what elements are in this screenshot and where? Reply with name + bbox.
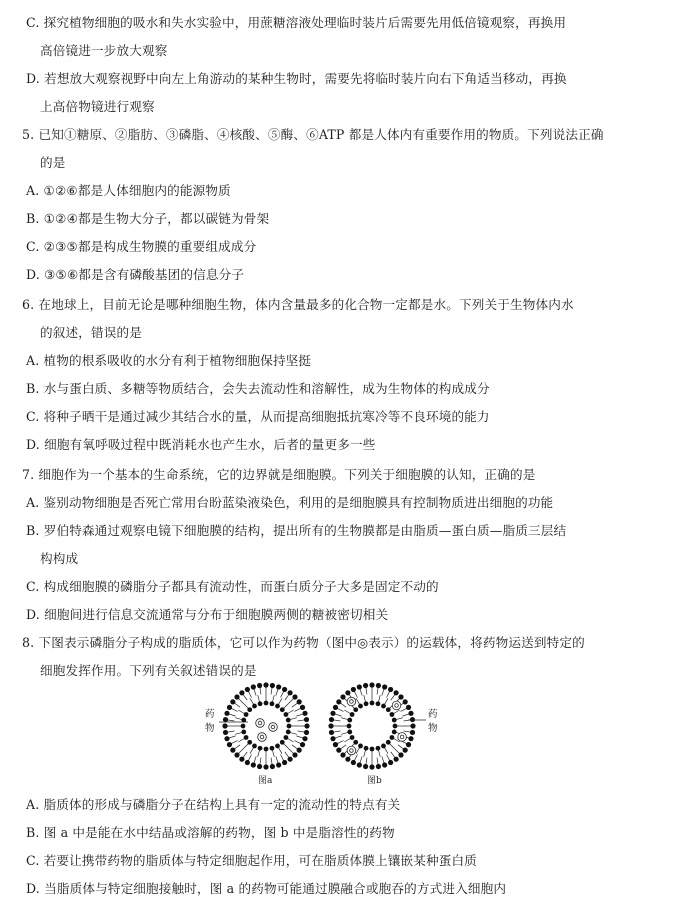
lipid-head	[370, 747, 375, 752]
lipid-head	[363, 764, 368, 769]
lipid-head	[403, 747, 408, 752]
figure-caption-a: 图a	[258, 776, 273, 786]
lipid-head	[276, 684, 281, 689]
lipid-head	[345, 757, 350, 762]
drug-marker-core	[271, 725, 275, 729]
lipid-head	[376, 701, 381, 706]
lipid-head	[353, 707, 358, 712]
lipid-head	[376, 764, 381, 769]
lipid-head	[284, 735, 289, 740]
lipid-head	[282, 760, 287, 765]
lipid-head	[351, 760, 356, 765]
lipid-head	[280, 707, 285, 712]
lipid-head	[282, 687, 287, 692]
lipid-head	[333, 705, 338, 710]
lipid-head	[393, 757, 398, 762]
lipid-head	[330, 711, 335, 716]
lipid-head	[297, 699, 302, 704]
lipid-head	[227, 742, 232, 747]
lipid-head	[330, 736, 335, 741]
lipid-head	[410, 730, 415, 735]
lipid-head	[224, 711, 229, 716]
lipid-head	[388, 760, 393, 765]
lipid-head	[345, 690, 350, 695]
lipid-head	[398, 752, 403, 757]
lipid-head	[245, 687, 250, 692]
lipid-head	[287, 690, 292, 695]
lipid-head	[241, 724, 246, 729]
question-7-option-b-line1: B. 罗伯特森通过观察电镜下细胞膜的结构，提出所有的生物膜都是由脂质—蛋白质—脂质三层结	[26, 523, 567, 538]
question-8-option-d: D. 当脂质体与特定细胞接触时，图 a 的药物可能通过膜融合或胞吞的方式进入细胞内	[26, 881, 507, 896]
lipid-head	[403, 699, 408, 704]
lipid-head	[336, 747, 341, 752]
lipid-head	[263, 764, 268, 769]
question-5-stem-line1: 5. 已知①糖原、②脂肪、③磷脂、④核酸、⑤酶、⑥ATP 都是人体内有重要作用的物质。下列说法正确	[22, 127, 604, 142]
lipid-head	[410, 723, 415, 728]
option-4d-line2: 上高倍物镜进行观察	[40, 99, 155, 114]
lipid-head	[280, 740, 285, 745]
lipid-head	[304, 723, 309, 728]
lipid-head	[270, 701, 275, 706]
lipid-head	[244, 712, 249, 717]
lipid-head	[223, 717, 228, 722]
lipid-head	[390, 712, 395, 717]
lipid-head	[270, 746, 275, 751]
question-8-stem-line1: 8. 下图表示磷脂分子构成的脂质体，它可以作为药物（图中◎表示）的运载体，将药物运送到特定的	[22, 635, 585, 650]
lipid-head	[258, 701, 263, 706]
lipid-head	[223, 730, 228, 735]
lipid-head	[336, 699, 341, 704]
lipid-head	[358, 744, 363, 749]
drug-label-b-char2: 物	[428, 723, 438, 734]
lipid-head	[392, 730, 397, 735]
lipid-head	[227, 705, 232, 710]
question-8-option-c: C. 若要让携带药物的脂质体与特定细胞起作用，可在脂质体膜上镶嵌某种蛋白质	[26, 853, 477, 868]
question-7-option-a: A. 鉴别动物细胞是否死亡常用台盼蓝染液染色，利用的是细胞膜具有控制物质进出细胞的功能	[26, 495, 554, 510]
lipid-head	[284, 712, 289, 717]
question-6-option-a: A. 植物的根系吸收的水分有利于植物细胞保持坚挺	[26, 353, 312, 368]
lipid-head	[304, 717, 309, 722]
drug-marker-core	[350, 749, 354, 753]
lipid-head	[257, 764, 262, 769]
question-6-option-b: B. 水与蛋白质、多糖等物质结合，会失去流动性和溶解性，成为生物体的构成成分	[26, 381, 490, 396]
lipid-head	[386, 740, 391, 745]
lipid-head	[329, 717, 334, 722]
lipid-head	[369, 682, 374, 687]
lipid-head	[300, 705, 305, 710]
question-6-stem-line1: 6. 在地球上，目前无论是哪种细胞生物，体内含量最多的化合物一定都是水。下列关于生物体内水	[22, 297, 574, 312]
lipid-head	[275, 744, 280, 749]
drug-label-b-char1: 药	[428, 709, 438, 720]
lipid-head	[230, 747, 235, 752]
lipid-head	[292, 694, 297, 699]
question-5-stem-line2: 的是	[40, 155, 66, 170]
question-8-stem-line2: 细胞发挥作用。下列有关叙述错误的是	[40, 663, 257, 678]
lipid-head	[347, 730, 352, 735]
question-5-option-d: D. ③⑤⑥都是含有磷酸基团的信息分子	[26, 267, 245, 282]
lipid-head	[252, 704, 257, 709]
drug-label-a-char2: 物	[205, 723, 215, 734]
question-5-option-c: C. ②③⑤都是构成生物膜的重要组成成分	[26, 239, 257, 254]
lipid-head	[258, 746, 263, 751]
lipid-head	[264, 747, 269, 752]
lipid-head	[386, 707, 391, 712]
lipid-head	[252, 744, 257, 749]
lipid-head	[376, 683, 381, 688]
lipid-head	[390, 735, 395, 740]
lipid-head	[263, 682, 268, 687]
lipid-head	[275, 704, 280, 709]
lipid-head	[302, 711, 307, 716]
lipid-head	[393, 724, 398, 729]
lipid-head	[392, 718, 397, 723]
lipid-head	[287, 724, 292, 729]
drug-marker-core	[258, 721, 262, 725]
lipid-head	[406, 742, 411, 747]
lipid-head	[398, 694, 403, 699]
lipid-head	[287, 757, 292, 762]
liposome-figure	[200, 682, 460, 786]
drug-label-a-char1: 药	[205, 709, 215, 720]
lipid-head	[347, 724, 352, 729]
drug-marker-core	[395, 704, 399, 708]
lipid-head	[350, 712, 355, 717]
liposome-b	[328, 682, 415, 769]
lipid-head	[408, 736, 413, 741]
lipid-head	[382, 684, 387, 689]
lipid-head	[239, 757, 244, 762]
question-5-option-a: A. ①②⑥都是人体细胞内的能源物质	[26, 183, 231, 198]
lipid-head	[340, 752, 345, 757]
lipid-head	[370, 701, 375, 706]
lipid-head	[328, 723, 333, 728]
lipid-head	[247, 707, 252, 712]
lipid-head	[381, 704, 386, 709]
question-6-stem-line2: 的叙述，错误的是	[40, 325, 142, 340]
question-7-option-d: D. 细胞间进行信息交流通常与分布于细胞膜两侧的糖被密切相关	[26, 607, 389, 622]
figure-caption-b: 图b	[367, 776, 382, 786]
drug-molecules-a	[256, 719, 278, 742]
lipid-head	[257, 683, 262, 688]
liposome-a	[222, 682, 309, 769]
question-6-option-d: D. 细胞有氧呼吸过程中既消耗水也产生水，后者的量更多一些	[26, 437, 376, 452]
lipid-head	[286, 718, 291, 723]
question-5-option-b: B. ①②④都是生物大分子，都以碳链为骨架	[26, 211, 270, 226]
lipid-head	[239, 690, 244, 695]
drug-marker-core	[350, 700, 354, 704]
question-7-option-b-line2: 构构成	[40, 551, 79, 566]
lipid-head	[241, 730, 246, 735]
question-6-option-c: C. 将种子晒干是通过减少其结合水的量，从而提高细胞抵抗寒冷等不良环境的能力	[26, 409, 490, 424]
question-7-stem: 7. 细胞作为一个基本的生命系统，它的边界就是细胞膜。下列关于细胞膜的认知，正确的是	[22, 467, 536, 482]
lipid-head	[382, 762, 387, 767]
lipid-head	[230, 699, 235, 704]
lipid-head	[234, 694, 239, 699]
lipid-head	[364, 746, 369, 751]
lipid-head	[406, 705, 411, 710]
lipid-head	[393, 690, 398, 695]
drug-marker-core	[260, 735, 264, 739]
lipid-head	[270, 683, 275, 688]
lipid-head	[302, 736, 307, 741]
lipid-head	[300, 742, 305, 747]
lipid-head	[364, 701, 369, 706]
lipid-head	[270, 764, 275, 769]
lipid-head	[264, 701, 269, 706]
lipid-head	[340, 694, 345, 699]
lipid-head	[244, 735, 249, 740]
lipid-head	[358, 704, 363, 709]
lipid-head	[363, 683, 368, 688]
lipid-head	[245, 760, 250, 765]
lipid-head	[234, 752, 239, 757]
lipid-head	[408, 711, 413, 716]
lipid-head	[357, 762, 362, 767]
lipid-head	[304, 730, 309, 735]
lipid-head	[388, 687, 393, 692]
question-8-option-b: B. 图 a 中是能在水中结晶或溶解的药物，图 b 中是脂溶性的药物	[26, 825, 395, 840]
question-7-option-c: C. 构成细胞膜的磷脂分子都具有流动性，而蛋白质分子大多是固定不动的	[26, 579, 439, 594]
lipid-head	[357, 684, 362, 689]
option-4d-line1: D. 若想放大观察视野中向左上角游动的某种生物时，需要先将临时装片向右下角适当移动，再换	[26, 71, 567, 86]
lipid-head	[286, 730, 291, 735]
lipid-head	[347, 718, 352, 723]
lipid-head	[376, 746, 381, 751]
question-8-option-a: A. 脂质体的形成与磷脂分子在结构上具有一定的流动性的特点有关	[26, 797, 401, 812]
lipid-head	[381, 744, 386, 749]
option-4c-line1: C. 探究植物细胞的吸水和失水实验中，用蔗糖溶液处理临时装片后需要先用低倍镜观察，再换用	[26, 15, 567, 30]
lipid-head	[333, 742, 338, 747]
lipid-head	[297, 747, 302, 752]
lipid-head	[251, 684, 256, 689]
lipid-head	[292, 752, 297, 757]
lipid-head	[353, 740, 358, 745]
lipid-head	[410, 717, 415, 722]
lipid-head	[276, 762, 281, 767]
lipid-head	[222, 723, 227, 728]
drug-marker-core	[400, 735, 404, 739]
option-4c-line2: 高倍镜进一步放大观察	[40, 43, 168, 58]
lipid-head	[369, 764, 374, 769]
lipid-head	[224, 736, 229, 741]
lipid-head	[350, 735, 355, 740]
liposome-diagram	[200, 682, 460, 786]
lipid-head	[251, 762, 256, 767]
lipid-head	[351, 687, 356, 692]
lipid-head	[329, 730, 334, 735]
lipid-head	[247, 740, 252, 745]
